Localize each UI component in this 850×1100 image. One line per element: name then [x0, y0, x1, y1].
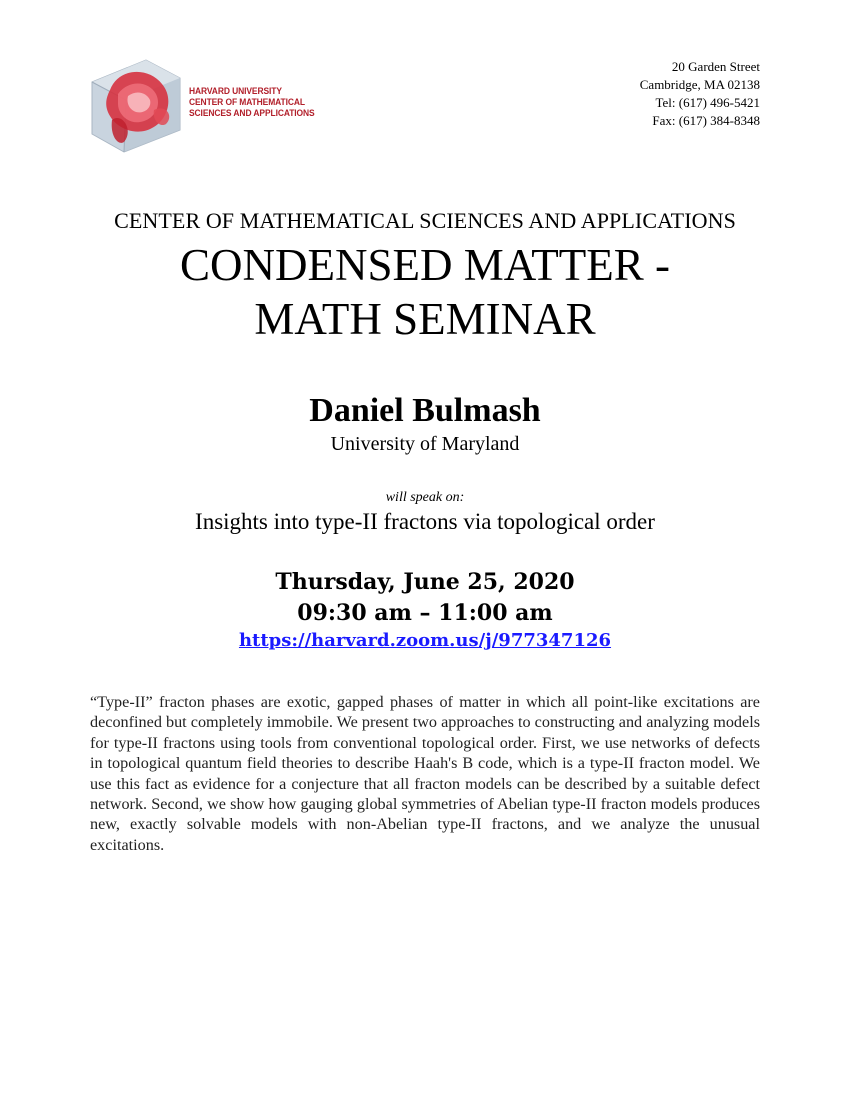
cube-logo-icon [88, 50, 188, 154]
zoom-link-container [0, 630, 850, 651]
logo-line-sciences: SCIENCES AND APPLICATIONS [189, 108, 315, 118]
center-name-heading: CENTER OF MATHEMATICAL SCIENCES AND APPLICATIONS [114, 208, 736, 233]
speaker-affiliation: University of Maryland [330, 433, 520, 455]
address-fax: Fax: (617) 384-8348 [652, 113, 760, 128]
zoom-link[interactable]: https://harvard.zoom.us/j/977347126 [238, 630, 612, 651]
address-block [640, 58, 760, 130]
address-tel: Tel: (617) 496-5421 [655, 95, 760, 110]
address-street: 20 Garden Street [671, 59, 760, 74]
talk-title: Insights into type-II fractons via topological order [195, 509, 655, 534]
logo-line-university: HARVARD UNIVERSITY [189, 86, 282, 96]
address-city: Cambridge, MA 02138 [639, 77, 760, 92]
seminar-series-title [0, 238, 850, 346]
will-speak-label: will speak on: [385, 490, 465, 505]
event-date: Thursday, June 25, 2020 [275, 569, 575, 595]
cmsa-logo [88, 50, 318, 154]
event-time: 09:30 am – 11:00 am [297, 600, 553, 626]
abstract-paragraph: “Type-II” fracton phases are exotic, gapped phases of matter in which all point-like excitations are deconfined but completely immobile. We present two approaches to constructing and analyzing models for type-II fractons using tools from conventional topological order. First, we use networks of defects in topological quantum field theories to describe Haah's B code, which is a type-II fracton model. We use this fact as evidence for a conjecture that all fracton models can be described by a suitable defect network. Second, we show how gauging global symmetries of Abelian type-II fracton models produces new, exactly solvable models with non-Abelian type-II fractons, and we analyze the unusual excitations. [90, 693, 760, 854]
speaker-name: Daniel Bulmash [309, 392, 541, 429]
series-title-line-1: CONDENSED MATTER - [180, 240, 670, 290]
logo-line-center: CENTER OF MATHEMATICAL [189, 97, 305, 107]
series-title-line-2: MATH SEMINAR [254, 294, 596, 344]
